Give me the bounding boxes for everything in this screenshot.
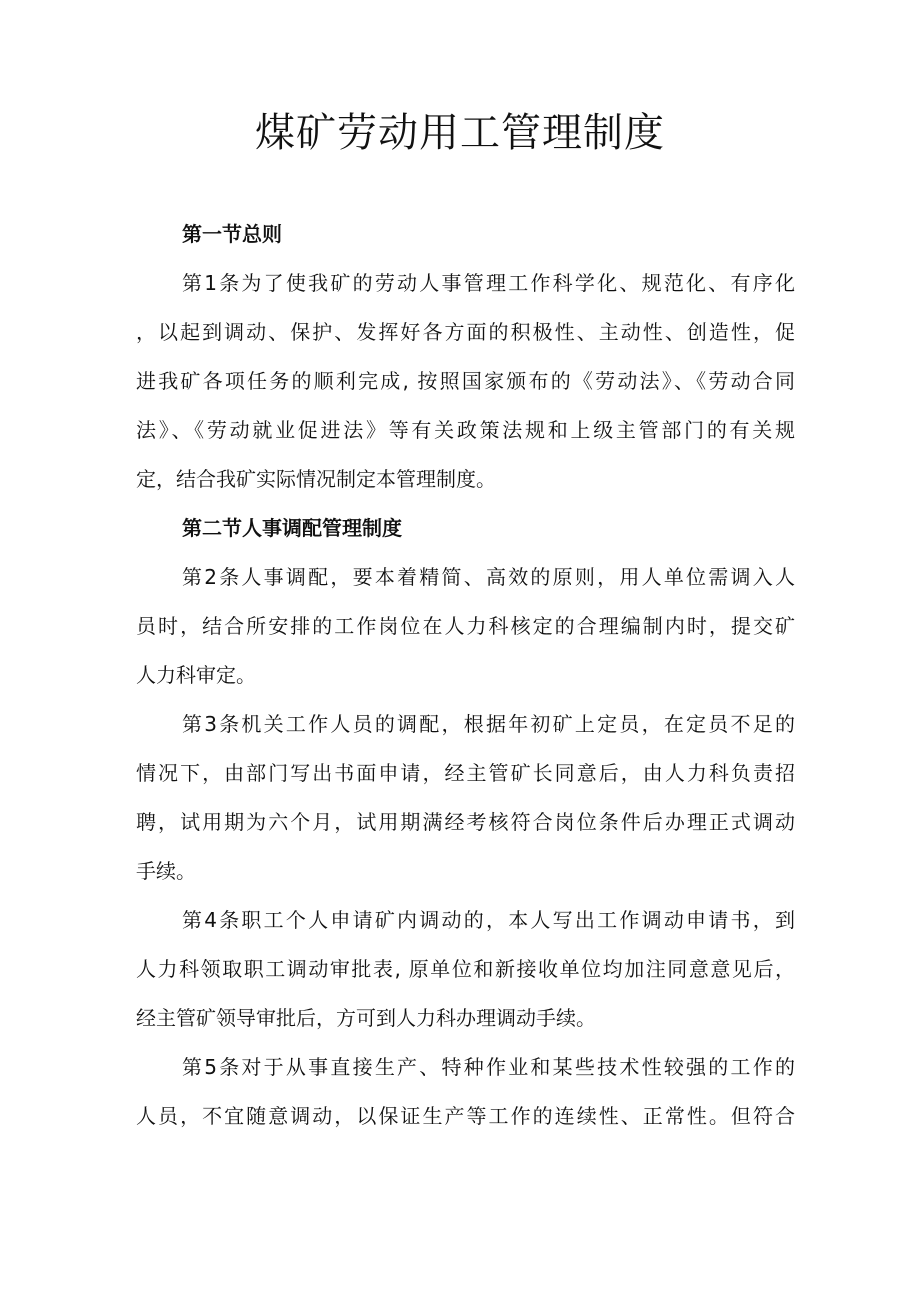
paragraph-line: 聘，试用期为六个月，试用期满经考核符合岗位条件后办理正式调动 [136, 810, 795, 834]
paragraph-line: 第4条职工个人申请矿内调动的，本人写出工作调动申请书，到 [182, 908, 795, 932]
paragraph-line: 员时，结合所安排的工作岗位在人力科核定的合理编制内时，提交矿 [136, 614, 795, 638]
paragraph-line: 人员，不宜随意调动，以保证生产等工作的连续性、正常性。但符合 [136, 1104, 795, 1128]
paragraph-line: 第3条机关工作人员的调配，根据年初矿上定员，在定员不足的 [182, 712, 795, 736]
paragraph-line: 人力科审定。 [136, 663, 256, 687]
article-paragraph [136, 553, 795, 700]
paragraph-line: 法》、《劳动就业促进法》等有关政策法规和上级主管部门的有关规 [136, 418, 795, 442]
paragraph-line: 经主管矿领导审批后，方可到人力科办理调动手续。 [136, 1006, 596, 1030]
paragraph-line: 定，结合我矿实际情况制定本管理制度。 [136, 467, 496, 491]
document-title: 煤矿劳动用工管理制度 [255, 110, 665, 156]
paragraph-line: 人力科领取职工调动审批表, 原单位和新接收单位均加注同意意见后， [136, 957, 795, 981]
document-body [136, 210, 795, 1141]
paragraph-line: 第1条为了使我矿的劳动人事管理工作科学化、规范化、有序化 [182, 271, 795, 295]
section-heading: 第二节人事调配管理制度 [182, 516, 402, 540]
section-heading: 第一节总则 [182, 222, 282, 246]
article-paragraph [136, 259, 795, 504]
paragraph-line: 进我矿各项任务的顺利完成, 按照国家颁布的《劳动法》、《劳动合同 [136, 369, 795, 393]
paragraph-line: 情况下，由部门写出书面申请，经主管矿长同意后，由人力科负责招 [136, 761, 795, 785]
paragraph-line: 第5条对于从事直接生产、特种作业和某些技术性较强的工作的 [182, 1055, 795, 1079]
article-paragraph [136, 896, 795, 1043]
paragraph-line: 手续。 [136, 859, 196, 883]
paragraph-line: 第2条人事调配，要本着精简、高效的原则，用人单位需调入人 [182, 565, 795, 589]
article-paragraph [136, 1043, 795, 1141]
paragraph-line: ，以起到调动、保护、发挥好各方面的积极性、主动性、创造性，促 [136, 320, 795, 344]
article-paragraph [136, 700, 795, 896]
